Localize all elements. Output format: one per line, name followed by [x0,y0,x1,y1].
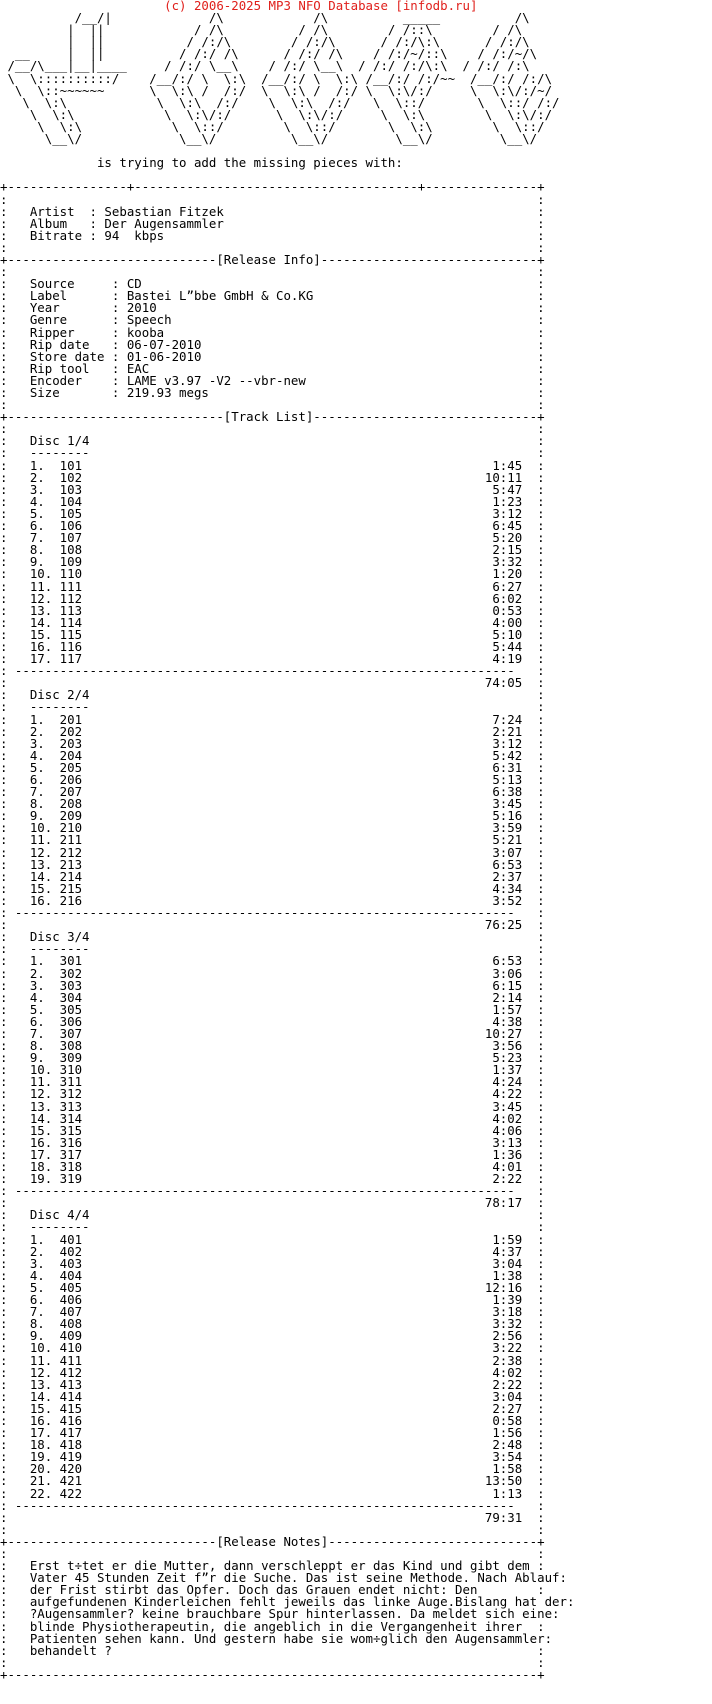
disc-divider: : ------------------------------------------------------------------- : [0,1497,545,1513]
track-row: : 5. 305 1:57 : [0,1001,545,1017]
track-row: : 15. 115 5:10 : [0,626,545,642]
disc-underline: : -------- : [0,445,545,461]
track-row: : 17. 117 4:19 : [0,651,545,667]
disc-title-1: : Disc 1/4 : [0,433,545,449]
track-row: : 19. 319 2:22 : [0,1171,545,1187]
track-row: : 3. 103 5:47 : [0,481,545,497]
ascii-logo-line-2: | || / /:/\ / /:/\ / /:/\:\ / /:/\ [0,34,530,50]
blank-line: : : [0,421,545,437]
track-row: : 7. 107 5:20 : [0,530,545,546]
track-row: : 12. 212 3:07 : [0,844,545,860]
blank-line: : : [0,239,545,255]
track-row: : 1. 301 6:53 : [0,953,545,969]
ascii-logo-line-10: \__\/ \__\/ \__\/ \__\/ \__\/ [0,131,538,147]
track-row: : 4. 104 1:23 : [0,493,545,509]
note-line-5: : blinde Physiotherapeutin, die angeblich in die Vergangenheit ihrer : [0,1618,545,1634]
info-row-0: : Source : CD : [0,276,545,292]
track-row: : 15. 215 4:34 : [0,880,545,896]
track-row: : 6. 306 4:38 : [0,1013,545,1029]
track-row: : 1. 101 1:45 : [0,457,545,473]
track-row: : 12. 312 4:22 : [0,1086,545,1102]
disc-divider: : ------------------------------------------------------------------- : [0,1183,545,1199]
track-row: : 5. 205 6:31 : [0,759,545,775]
note-line-7: : behandelt ? : [0,1642,545,1658]
header-credit: (c) 2006-2025 MP3 NFO Database [infodb.ru] [0,0,478,13]
track-row: : 6. 206 5:13 : [0,772,545,787]
track-row: : 11. 111 6:27 : [0,578,545,594]
track-row: : 2. 402 4:37 : [0,1243,545,1259]
track-row: : 11. 311 4:24 : [0,1074,545,1090]
track-row: : 12. 412 4:02 : [0,1364,545,1380]
disc-underline: : -------- : [0,1219,545,1235]
info-row-5: : Rip date : 06-07-2010 : [0,336,545,352]
info-row-2: : Year : 2010 : [0,300,545,316]
track-row: : 3. 203 3:12 : [0,735,545,751]
note-line-2: : der Frist stirbt das Opfer. Doch das Grauen endet nicht: Den : [0,1582,545,1598]
blank-line: : : [0,191,545,207]
track-row: : 1. 201 7:24 : [0,711,545,727]
info-row-3: : Genre : Speech : [0,312,545,328]
disc-title-2: : Disc 2/4 : [0,687,545,703]
ascii-logo-line-0: /__/| /\ /\ _____ /\ [0,10,530,26]
note-line-4: : ?Augensammler? keine brauchbare Spur hinterlassen. Da meldet sich eine: [0,1606,560,1622]
track-row: : 6. 106 6:45 : [0,518,545,534]
track-row: : 21. 421 13:50 : [0,1473,545,1489]
track-row: : 10. 210 3:59 : [0,820,545,836]
blank-line: : : [0,397,545,413]
track-row: : 16. 116 5:44 : [0,638,545,654]
track-row: : 11. 411 2:38 : [0,1352,545,1368]
disc-title-3: : Disc 3/4 : [0,929,545,945]
track-row: : 2. 202 2:21 : [0,723,545,739]
info-row-4: : Ripper : kooba : [0,324,545,340]
blank-line: : : [0,1521,545,1537]
disc-total-3: : 78:17 : [0,1195,545,1211]
track-row: : 15. 315 4:06 : [0,1122,545,1138]
ascii-logo-line-8: \ \:\ \ \:\/:/ \ \:\/:/ \ \:\ \ \:\/:/ [0,106,553,122]
track-row: : 3. 403 3:04 : [0,1255,545,1271]
blank-line: : : [0,264,545,280]
track-row: : 2. 102 10:11 : [0,469,545,485]
track-row: : 20. 420 1:58 : [0,1461,545,1477]
track-row: : 13. 213 6:53 : [0,856,545,872]
box-top-border: +----------------+--------------------------------------+---------------+ [0,179,545,195]
track-row: : 13. 313 3:45 : [0,1098,545,1114]
disc-underline: : -------- : [0,699,545,715]
track-row: : 12. 112 6:02 : [0,590,545,606]
track-row: : 18. 418 2:48 : [0,1437,545,1453]
ascii-logo-line-1: | || / /\ / /\ / /::\ / /\ [0,22,523,38]
disc-underline: : -------- : [0,941,545,957]
track-row: : 22. 422 1:13 : [0,1485,545,1501]
ascii-logo-line-6: \ \::~~~~~~ \ \:\ / /:/ \ \:\ / /:/ \ \:\/:/ \ \:\/:/~/ [0,82,553,98]
blank-line: : : [0,1654,545,1670]
info-row-7: : Rip tool : EAC : [0,360,545,376]
track-row: : 3. 303 6:15 : [0,977,545,993]
track-row: : 10. 410 3:22 : [0,1340,545,1356]
track-row: : 14. 214 2:37 : [0,868,545,884]
track-row: : 8. 408 3:32 : [0,1316,545,1332]
track-row: : 7. 407 3:18 : [0,1304,545,1320]
track-row: : 13. 413 2:22 : [0,1376,545,1392]
album-line: : Album : Der Augensammler : [0,215,545,231]
track-row: : 13. 113 0:53 : [0,602,545,618]
track-row: : 4. 204 5:42 : [0,747,545,763]
ascii-logo-line-9: \ \:\ \ \::/ \ \::/ \ \:\ \ \::/ [0,118,545,134]
ascii-logo-line-4: /__/\___|__|____ / /:/ \__\ / /:/ \__\ / /:/ /:/\:\ / /:/ /:\ [0,58,530,74]
track-row: : 2. 302 3:06 : [0,965,545,981]
info-row-9: : Size : 219.93 megs : [0,385,545,400]
track-row: : 17. 417 1:56 : [0,1425,545,1441]
track-row: : 5. 405 12:16 : [0,1279,545,1295]
track-row: : 1. 401 1:59 : [0,1231,545,1247]
track-row: : 16. 416 0:58 : [0,1412,545,1428]
blank-line: : : [0,1546,545,1561]
track-row: : 8. 108 2:15 : [0,542,545,558]
track-row: : 8. 308 3:56 : [0,1038,545,1054]
box-bottom-border: +-----------------------------------------------------------------------+ [0,1666,545,1682]
track-row: : 9. 309 5:23 : [0,1050,545,1066]
disc-divider: : ------------------------------------------------------------------- : [0,905,545,921]
note-line-0: : Erst t÷tet er die Mutter, dann verschleppt er das Kind und gibt dem : [0,1558,545,1574]
disc-title-4: : Disc 4/4 : [0,1207,545,1223]
track-row: : 19. 419 3:54 : [0,1449,545,1465]
track-row: : 10. 310 1:37 : [0,1062,545,1078]
ascii-logo-line-3: __ | || / /:/ /\ / /:/ /\ / /:/~/::\ / /:/~/\ [0,46,538,62]
note-line-3: : aufgefundenen Kinderleichen fehlt jeweils das linke Auge.Bislang hat der: [0,1594,575,1610]
ascii-logo-line-7: \ \:\ \ \:\ /:/ \ \:\ /:/ \ \::/ \ \::/ /:/ [0,94,560,110]
track-row: : 17. 317 1:36 : [0,1146,545,1162]
disc-total-4: : 79:31 : [0,1509,545,1525]
track-row: : 8. 208 3:45 : [0,796,545,812]
bitrate-line: : Bitrate : 94 kbps : [0,227,545,243]
info-row-6: : Store date : 01-06-2010 : [0,348,545,364]
track-row: : 11. 211 5:21 : [0,832,545,848]
disc-total-2: : 76:25 : [0,917,545,933]
track-row: : 9. 209 5:16 : [0,808,545,824]
track-row: : 9. 109 3:32 : [0,554,545,570]
track-row: : 4. 304 2:14 : [0,989,545,1005]
track-row: : 16. 316 3:13 : [0,1134,545,1150]
section-track-list: +-----------------------------[Track List]------------------------------+ [0,409,545,425]
note-line-6: : Patienten sehen kann. Und gestern habe sie wom÷glich den Augensammler: [0,1630,553,1646]
info-row-1: : Label : Bastei L”bbe GmbH & Co.KG : [0,288,545,304]
track-row: : 4. 404 1:38 : [0,1267,545,1283]
disc-total-1: : 74:05 : [0,675,545,691]
track-row: : 7. 307 10:27 : [0,1025,545,1041]
track-row: : 6. 406 1:39 : [0,1292,545,1308]
section-release-info: +----------------------------[Release Info]-----------------------------+ [0,251,545,267]
note-line-1: : Vater 45 Stunden Zeit f”r die Suche. Das ist seine Methode. Nach Ablauf: [0,1570,567,1586]
track-row: : 15. 415 2:27 : [0,1400,545,1416]
track-row: : 10. 110 1:20 : [0,566,545,582]
section-release-notes: +----------------------------[Release Notes]----------------------------+ [0,1533,545,1549]
info-row-8: : Encoder : LAME v3.97 -V2 --vbr-new : [0,372,545,388]
artist-line: : Artist : Sebastian Fitzek : [0,203,545,219]
track-row: : 7. 207 6:38 : [0,784,545,800]
disc-divider: : ------------------------------------------------------------------- : [0,663,545,679]
track-row: : 16. 216 3:52 : [0,892,545,908]
track-row: : 18. 318 4:01 : [0,1159,545,1174]
track-row: : 14. 114 4:00 : [0,614,545,630]
track-row: : 5. 105 3:12 : [0,505,545,521]
track-row: : 14. 314 4:02 : [0,1110,545,1126]
track-row: : 9. 409 2:56 : [0,1328,545,1344]
track-row: : 14. 414 3:04 : [0,1388,545,1404]
tagline: is trying to add the missing pieces with: [0,155,403,171]
ascii-logo-line-5: \ \::::::::::/ /__/:/ \ \:\ /__/:/ \ \:\ /__/:/ /:/~~ /__/:/ /:/\ [0,70,553,86]
